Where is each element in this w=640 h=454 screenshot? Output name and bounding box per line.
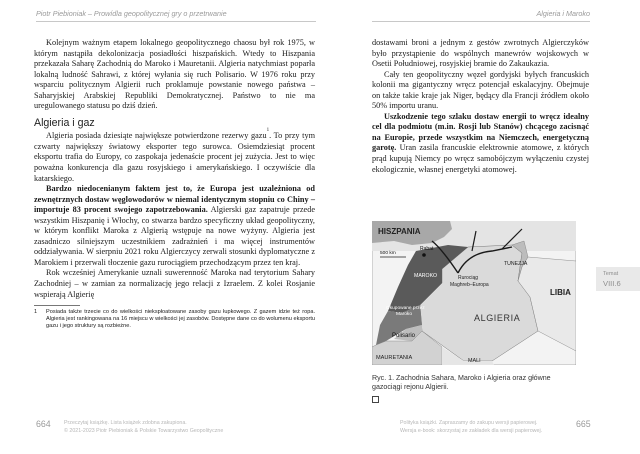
map-label-algieria: ALGIERIA <box>474 313 521 323</box>
footer-right-line2: Wersja e-book: skorzystaj ze zakładek dla wersji papierowej. <box>400 428 543 434</box>
map-label-hiszpania: HISZPANIA <box>378 227 421 236</box>
running-header-left: Piotr Piebioniak – Prowídla geopolitycznej gry o przetrwanie <box>36 9 227 18</box>
rabat-dot <box>422 253 426 257</box>
figure-caption: Ryc. 1. Zachodnia Sahara, Maroko i Algieria oraz główne gazociągi rejonu Algierii. <box>372 374 551 391</box>
paragraph: Kolejnym ważnym etapem lokalnego geopolitycznego chaosu był rok 1975, w którym nastąpiła dekolonizacja posiadłości hiszpańskich. Wtedy to Hiszpania przekazała Saharę Zachodnią do Maroko i Mauretanii. Algieria natychmiast poparła lokalną ludność Sahrawi, z której wyłania się ruch Polisario. W 1976 roku przy wsparciu politycznym Algierii ruch proklamuje powstanie nowego państwa – Saharyjskiej Arabskiej Republiki Demokratycznej. Państwo to nie ma uregulowanego statusu po dziś dzień. <box>34 38 315 111</box>
paragraph: Uszkodzenie tego szlaku dostaw energii to wręcz idealny cel dla podmiotu (m.in. Rosji lub Stanów) chcącego zacisnąć na Europie, przede wszystkim na Niemczech, energetyczną garotę. Uran zasila francuskie elektrownie atomowe, z których prąd kupują Niemcy po wręcz samobójczym wyłączeniu czystej ekologicznie, własnej energetyki atomowej. <box>372 111 589 174</box>
right-column <box>372 38 589 175</box>
footnote: 1 Posiada także trzecie co do wielkości niekspłoatowane zasoby gazu łupkowego. Z gazem idzie też ropa. Algieria jest rankingowana na 16 miejscu w wielkości jej zasobów. Dostępne dane co do wolumenu eksportu gazu i jego struktury są rozbieżne. <box>34 309 315 330</box>
paragraph: Rok wcześniej Amerykanie uznali suwerenność Maroka nad terytorium Sahary Zachodniej – w zamian za normalizację jego relacji z Izraelem. Z kolei Rosjanie wspierają Algierię <box>34 268 315 299</box>
paragraph: dostawami broni a jednym z gestów zwrotnych Algierczyków było przystąpienie do wspólnych manewrów wojskowych w Osetii Południowej, rosyjskiej bramie do Zakaukazia. <box>372 38 589 69</box>
section-heading: Algieria i gaz <box>34 116 95 129</box>
section-tab[interactable] <box>596 267 640 291</box>
map-label-mauretania: MAURETANIA <box>376 355 413 361</box>
map-label-rurociag: Rurociąg <box>458 275 479 281</box>
map-label-libia: LIBIA <box>550 288 571 297</box>
map-label-okupowane-sub: Maroko <box>396 312 412 317</box>
map-label-maroko: MAROKO <box>414 273 438 279</box>
section-tab-value: VIII.6 <box>603 279 621 288</box>
map-figure <box>372 221 576 365</box>
header-rule-left <box>36 21 316 22</box>
map-label-mali: MALI <box>468 358 481 364</box>
footnote-rule <box>34 305 80 306</box>
left-column <box>34 38 315 330</box>
footer-left-line1: Przeczytaj książkę. Lista książek zdobna zakupiona. <box>64 420 187 426</box>
map-label-polisario: Polisario <box>392 333 416 339</box>
bullet-square <box>372 396 379 403</box>
page-number-right: 665 <box>576 419 591 429</box>
map-label-tunezja: TUNEZJA <box>504 261 528 267</box>
paragraph: Algieria posiada dziesiąte największe potwierdzone rezerwy gazu$^1$. To przy tym czwarty największy światowy eksporter tego surowca. Osiemdziesiąt procent eksportu trafia do Europy, co zaspokaja jedenaście procent jej zużycia. Jest to więc poważna konkurencja dla gazu rosyjskiego i amerykańskiego. I oczywiście dla katarskiego. <box>34 128 315 183</box>
running-header-right: Algieria i Maroko <box>536 9 590 18</box>
footer-right-line1: Polityka książki. Zapraszamy do zakupu wersji papierowej. <box>400 420 538 426</box>
header-rule-right <box>372 21 590 22</box>
map-label-rabat: Rabat <box>420 246 434 252</box>
map-label-rurociag-sub: Maghreb–Europa <box>450 282 489 288</box>
section-tab-label: Temat <box>603 271 619 277</box>
page-number-left: 664 <box>36 419 51 429</box>
paragraph: Cały ten geopolityczny węzeł gordyjski byłych francuskich kolonii ma gigantyczny wręcz potencjał eskalacyjny. Obejmuje on także takie kraje jak Niger, będący dla Francji źródłem około 50% importu uranu. <box>372 69 589 111</box>
map-label-okupowane: Okupowane przez <box>386 306 425 311</box>
paragraph: Bardzo niedocenianym faktem jest to, że Europa jest uzależniona od zewnętrznych dostaw węglowodorów w niemal identycznym stopniu co Chiny – importuje 83 procent swojego zapotrzebowania. Algierski gaz zapatruje przede wszystkim Hiszpanię i Włochy, co stwarza bardzo specyficzny układ geopolityczny, w którym konflikt Maroka z Algierią wstępuje na nowe wyżyny. Algieria jest zasadniczo silniejszym uczestnikiem zadrażnień i ma więcej instrumentów oddziaływania. W sierpniu 2021 roku Algierczycy zerwali stosunki dyplomatyczne z Marokiem i przerwali tłoczenie gazu rurociągiem przechodzącym przez ten kraj. <box>34 184 315 267</box>
footer-left-line2: © 2021-2023 Piotr Piebioniak & Polskie Towarzystwo Geopolityczne <box>64 428 224 434</box>
footnote-ref[interactable]: 1 <box>266 128 270 134</box>
map-label-scale: 500 km <box>380 251 396 256</box>
